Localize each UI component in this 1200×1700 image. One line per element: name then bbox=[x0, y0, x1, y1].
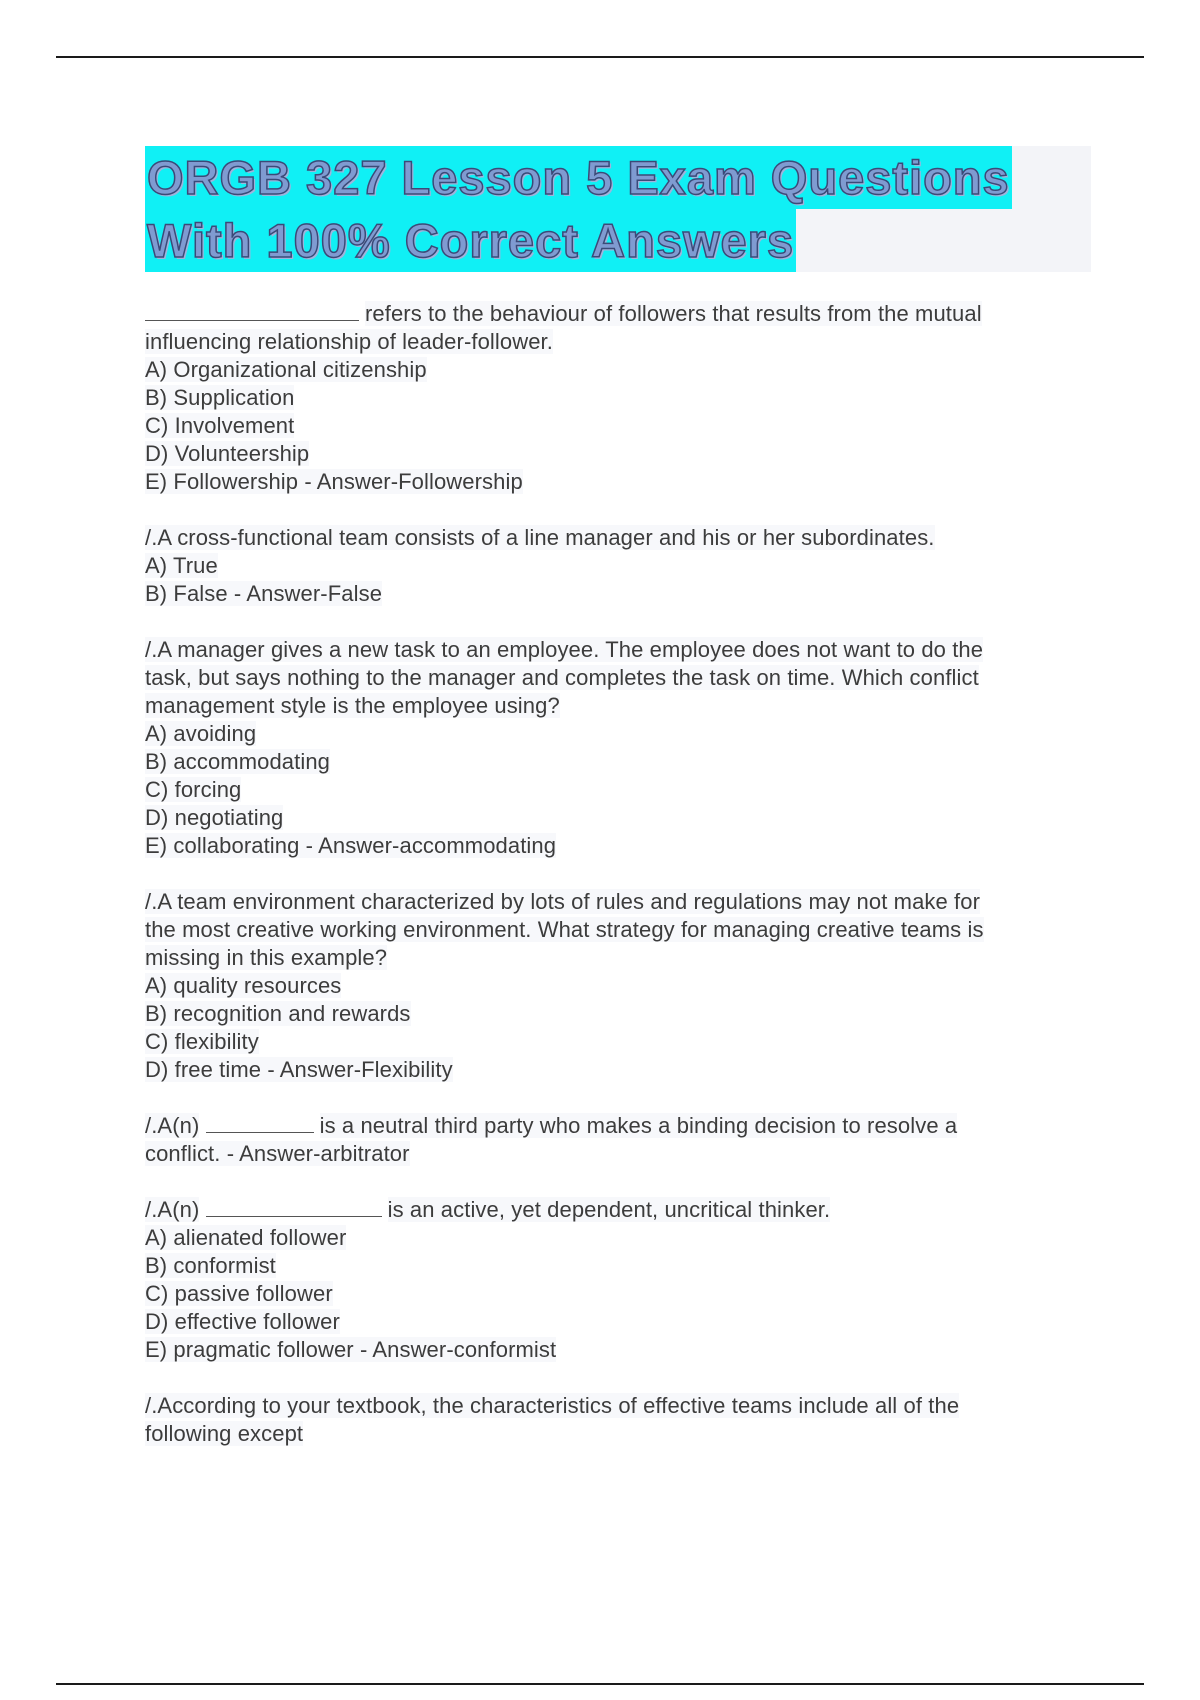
option-text: B) False - Answer-False bbox=[145, 581, 383, 606]
option-text: C) passive follower bbox=[145, 1281, 333, 1306]
answer-option bbox=[145, 1028, 1075, 1056]
question-stem-line bbox=[145, 664, 1075, 692]
question-stem-line bbox=[145, 944, 1075, 972]
option-text: D) free time - Answer-Flexibility bbox=[145, 1057, 453, 1082]
question-stem-line bbox=[145, 1420, 1075, 1448]
option-text: A) quality resources bbox=[145, 973, 342, 998]
answer-option bbox=[145, 412, 1075, 440]
question-stem-line bbox=[145, 524, 1075, 552]
question-stem-text: /.A manager gives a new task to an employee. The employee does not want to do the bbox=[145, 637, 984, 662]
answer-option bbox=[145, 804, 1075, 832]
answer-option bbox=[145, 580, 1075, 608]
question-stem-line bbox=[145, 1112, 1075, 1140]
option-text: C) flexibility bbox=[145, 1029, 259, 1054]
question-stem-text: /.According to your textbook, the characteristics of effective teams include all of the bbox=[145, 1393, 960, 1418]
question-stem-text: is a neutral third party who makes a binding decision to resolve a bbox=[319, 1113, 958, 1138]
option-text: D) negotiating bbox=[145, 805, 284, 830]
answer-option bbox=[145, 1224, 1075, 1252]
answer-option bbox=[145, 384, 1075, 412]
answer-option bbox=[145, 1056, 1075, 1084]
question-3 bbox=[145, 636, 1075, 860]
answer-option bbox=[145, 1252, 1075, 1280]
question-list bbox=[145, 300, 1075, 1476]
answer-option bbox=[145, 776, 1075, 804]
answer-option bbox=[145, 1000, 1075, 1028]
question-stem-text: missing in this example? bbox=[145, 945, 388, 970]
answer-option bbox=[145, 356, 1075, 384]
option-text: E) pragmatic follower - Answer-conformist bbox=[145, 1337, 557, 1362]
option-text: B) Supplication bbox=[145, 385, 295, 410]
question-2 bbox=[145, 524, 1075, 608]
question-4 bbox=[145, 888, 1075, 1084]
answer-option bbox=[145, 1336, 1075, 1364]
question-7 bbox=[145, 1392, 1075, 1448]
document-title-block bbox=[145, 146, 1091, 272]
question-stem-text: /.A team environment characterized by lots of rules and regulations may not make for bbox=[145, 889, 981, 914]
answer-option bbox=[145, 720, 1075, 748]
question-stem-text: task, but says nothing to the manager and completes the task on time. Which conflict bbox=[145, 665, 979, 690]
option-text: B) conformist bbox=[145, 1253, 276, 1278]
option-text: A) Organizational citizenship bbox=[145, 357, 427, 382]
option-text: B) accommodating bbox=[145, 749, 331, 774]
answer-option bbox=[145, 468, 1075, 496]
answer-option bbox=[145, 832, 1075, 860]
question-stem-line bbox=[145, 1140, 1075, 1168]
question-5 bbox=[145, 1112, 1075, 1168]
question-stem-text: conflict. - Answer-arbitrator bbox=[145, 1141, 410, 1166]
question-stem-line bbox=[145, 916, 1075, 944]
question-6 bbox=[145, 1196, 1075, 1364]
option-text: A) True bbox=[145, 553, 218, 578]
answer-blank bbox=[206, 1196, 382, 1217]
answer-option bbox=[145, 1308, 1075, 1336]
document-title-line-2: With 100% Correct Answers bbox=[145, 209, 796, 272]
question-stem-text: following except bbox=[145, 1421, 304, 1446]
question-stem-text: refers to the behaviour of followers that results from the mutual bbox=[365, 301, 982, 326]
option-text: A) alienated follower bbox=[145, 1225, 347, 1250]
document-title-line-1: ORGB 327 Lesson 5 Exam Questions bbox=[145, 146, 1012, 209]
question-stem-line bbox=[145, 1392, 1075, 1420]
question-1 bbox=[145, 300, 1075, 496]
answer-option bbox=[145, 1280, 1075, 1308]
question-stem-text: the most creative working environment. What strategy for managing creative teams is bbox=[145, 917, 984, 942]
option-text: E) collaborating - Answer-accommodating bbox=[145, 833, 557, 858]
option-text: A) avoiding bbox=[145, 721, 257, 746]
footer-rule bbox=[56, 1683, 1144, 1685]
option-text: B) recognition and rewards bbox=[145, 1001, 411, 1026]
answer-option bbox=[145, 972, 1075, 1000]
answer-blank bbox=[145, 300, 359, 321]
question-stem-text: /.A cross-functional team consists of a line manager and his or her subordinates. bbox=[145, 525, 935, 550]
question-stem-line bbox=[145, 692, 1075, 720]
answer-option bbox=[145, 748, 1075, 776]
answer-option bbox=[145, 440, 1075, 468]
option-text: D) Volunteership bbox=[145, 441, 310, 466]
answer-option bbox=[145, 552, 1075, 580]
question-stem-line bbox=[145, 636, 1075, 664]
question-prefix: /.A(n) bbox=[145, 1197, 200, 1222]
question-stem-line bbox=[145, 328, 1075, 356]
question-stem-text: management style is the employee using? bbox=[145, 693, 560, 718]
question-stem-line bbox=[145, 300, 1075, 328]
option-text: D) effective follower bbox=[145, 1309, 340, 1334]
option-text: E) Followership - Answer-Followership bbox=[145, 469, 523, 494]
question-prefix: /.A(n) bbox=[145, 1113, 200, 1138]
question-stem-text: influencing relationship of leader-follower. bbox=[145, 329, 553, 354]
option-text: C) forcing bbox=[145, 777, 242, 802]
question-stem-text: is an active, yet dependent, uncritical thinker. bbox=[387, 1197, 831, 1222]
question-stem-line bbox=[145, 1196, 1075, 1224]
header-rule bbox=[56, 56, 1144, 58]
question-stem-line bbox=[145, 888, 1075, 916]
answer-blank bbox=[206, 1112, 314, 1133]
option-text: C) Involvement bbox=[145, 413, 295, 438]
